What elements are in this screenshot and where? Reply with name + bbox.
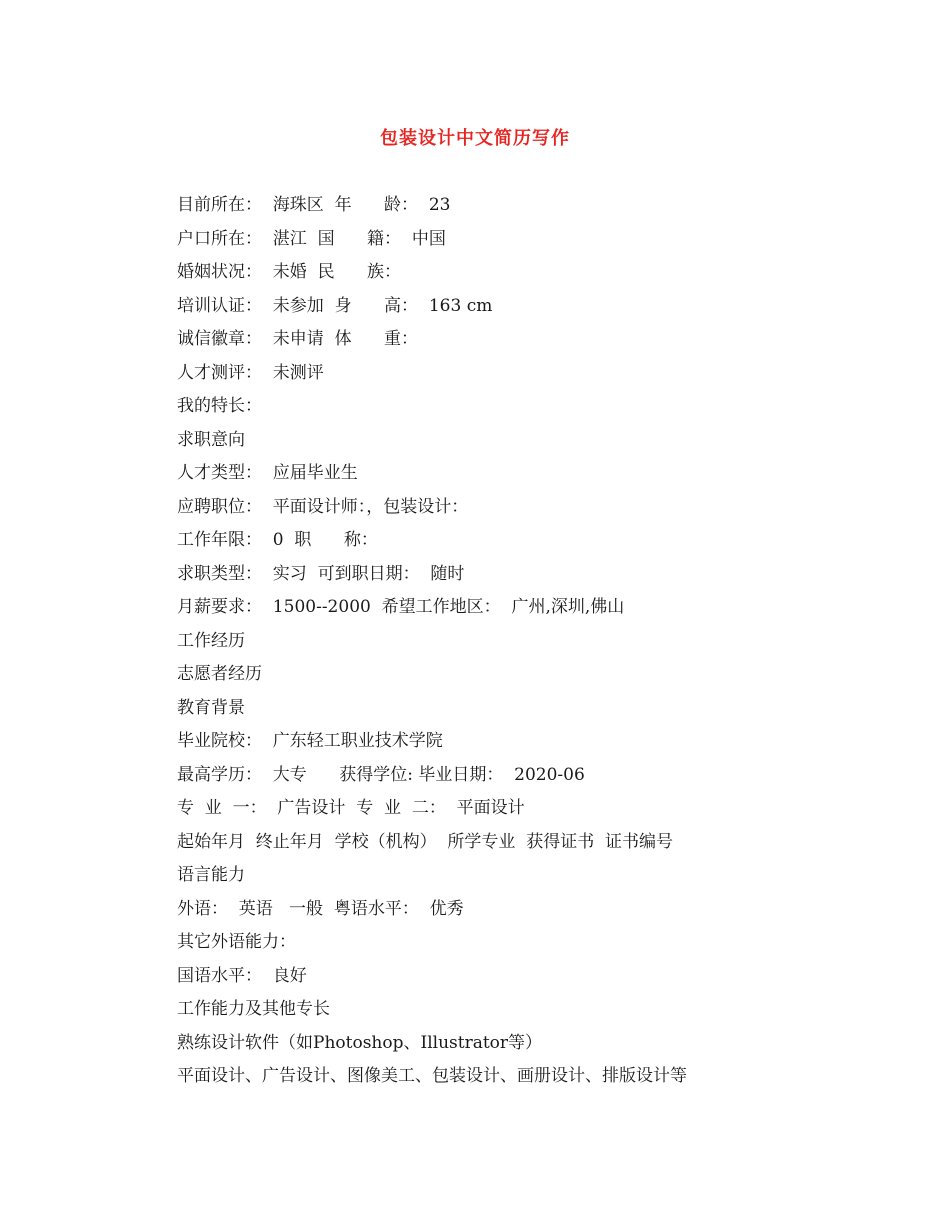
text-line: 户口所在： 湛江 国 籍： 中国 (177, 228, 446, 249)
text-line: 我的特长： (177, 396, 262, 416)
section-heading: 工作经历 (177, 630, 245, 651)
text-line: 婚姻状况： 未婚 民 族： (177, 262, 402, 282)
section-heading: 工作能力及其他专长 (177, 999, 330, 1019)
text-line: 工作年限： 0 职 称： (177, 530, 378, 550)
text-line: 培训认证： 未参加 身 高： 163 cm (177, 295, 493, 316)
text-line: 人才类型： 应届毕业生 (177, 463, 358, 483)
text-line: 外语： 英语 一般 粤语水平： 优秀 (177, 898, 464, 919)
text-line: 国语水平： 良好 (177, 965, 307, 986)
text-line: 毕业院校： 广东轻工职业技术学院 (177, 731, 443, 751)
text-line: 最高学历： 大专 获得学位: 毕业日期： 2020-06 (177, 764, 585, 785)
section-heading: 语言能力 (177, 865, 245, 885)
text-line: 熟练设计软件（如Photoshop、Illustrator等） (177, 1032, 543, 1053)
section-heading: 志愿者经历 (177, 664, 262, 684)
text-line: 专 业 一： 广告设计 专 业 二： 平面设计 (177, 798, 525, 818)
text-line: 其它外语能力： (177, 932, 296, 952)
text-line: 求职类型： 实习 可到职日期： 随时 (177, 563, 465, 584)
text-line: 诚信徽章： 未申请 体 重： (177, 329, 419, 349)
text-line: 目前所在： 海珠区 年 龄： 23 (177, 195, 451, 215)
section-heading: 求职意向 (177, 429, 245, 450)
resume-body (177, 193, 857, 1098)
text-line: 平面设计、广告设计、图像美工、包装设计、画册设计、排版设计等 (177, 1066, 687, 1086)
text-line: 应聘职位： 平面设计师：，包装设计： (177, 496, 469, 517)
text-line: 起始年月 终止年月 学校（机构） 所学专业 获得证书 证书编号 (177, 831, 674, 852)
section-heading: 教育背景 (177, 697, 245, 718)
document-title: 包装设计中文简历写作 (380, 128, 570, 149)
text-line: 人才测评： 未测评 (177, 362, 324, 383)
text-line: 月薪要求： 1500--2000 希望工作地区： 广州,深圳,佛山 (177, 597, 625, 617)
